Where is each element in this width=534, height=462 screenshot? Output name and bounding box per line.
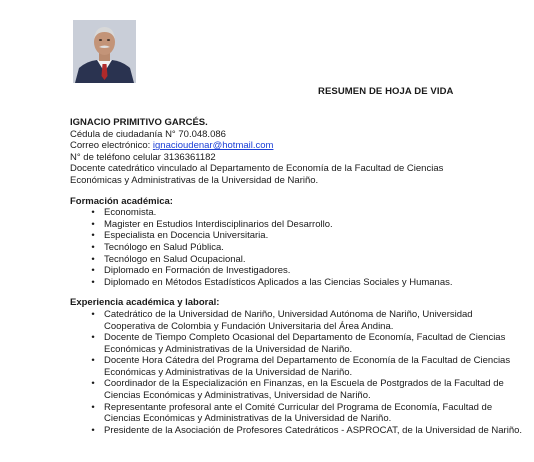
document-title: RESUMEN DE HOJA DE VIDA [318, 86, 454, 97]
phone-line: N° de teléfono celular 3136361182 [70, 151, 216, 163]
experience-heading: Experiencia académica y laboral: [70, 297, 220, 309]
person-name: IGNACIO PRIMITIVO GARCÉS. [70, 117, 208, 128]
bullet-icon: • [91, 241, 95, 253]
list-item: • Tecnólogo en Salud Ocupacional. [70, 254, 525, 266]
experience-list [70, 309, 525, 437]
list-item: • Representante profesoral ante el Comité Curricular del Programa de Economía, Facultad de Ciencias Económicas y Administrativas de la Universidad de Nariño. [70, 402, 525, 425]
bullet-icon: • [91, 207, 95, 219]
list-item: • Especialista en Docencia Universitaria. [70, 230, 525, 242]
bullet-icon: • [91, 230, 95, 242]
list-item: • Diplomado en Formación de Investigadores. [70, 265, 525, 277]
list-item: • Coordinador de la Especialización en Finanzas, en la Escuela de Postgrados de la Facultad de Ciencias Económicas y Administrativas, Universidad de Nariño. [70, 378, 525, 401]
education-heading: Formación académica: [70, 195, 173, 207]
bullet-icon: • [91, 218, 95, 230]
email-link[interactable]: ignacioudenar@hotmail.com [152, 140, 274, 152]
bullet-icon: • [91, 378, 95, 390]
email-line [70, 140, 525, 152]
id-line: Cédula de ciudadanía N° 70.048.086 [70, 128, 226, 140]
education-list [70, 207, 525, 288]
bullet-icon: • [91, 253, 95, 265]
list-item: • Tecnólogo en Salud Pública. [70, 242, 525, 254]
bullet-icon: • [91, 401, 95, 413]
email-label: Correo electrónico: [70, 140, 153, 152]
bullet-icon: • [91, 355, 95, 367]
bio-paragraph: Docente catedrático vinculado al Departamento de Economía de la Facultad de Ciencias Económicas y Administrativas de la Universidad de Nariño. [70, 163, 444, 186]
bullet-icon: • [91, 332, 95, 344]
bullet-icon: • [91, 276, 95, 288]
list-item: • Docente de Tiempo Completo Ocasional del Departamento de Economía, Facultad de Ciencias Económicas y Administrativas de la Universidad de Nariño. [70, 332, 525, 355]
list-item: • Economista. [70, 207, 525, 219]
profile-photo [73, 20, 136, 83]
list-item: • Catedrático de la Universidad de Nariño, Universidad Autónoma de Nariño, Universidad Cooperativa de Colombia y Fundación Universitaria del Área Andina. [70, 309, 525, 332]
list-item: • Diplomado en Métodos Estadísticos Aplicados a las Ciencias Sociales y Humanas. [70, 277, 525, 289]
list-item: • Docente Hora Cátedra del Programa del Departamento de Economía de la Facultad de Ciencias Económicas y Administrativas de la Universidad de Nariño. [70, 355, 525, 378]
bullet-icon: • [91, 265, 95, 277]
list-item: • Presidente de la Asociación de Profesores Catedráticos - ASPROCAT, de la Universidad de Nariño. [70, 425, 525, 437]
bullet-icon: • [91, 308, 95, 320]
resume-body [70, 117, 525, 436]
list-item: • Magister en Estudios Interdisciplinarios del Desarrollo. [70, 219, 525, 231]
portrait-image [73, 20, 136, 83]
bullet-icon: • [91, 424, 95, 436]
